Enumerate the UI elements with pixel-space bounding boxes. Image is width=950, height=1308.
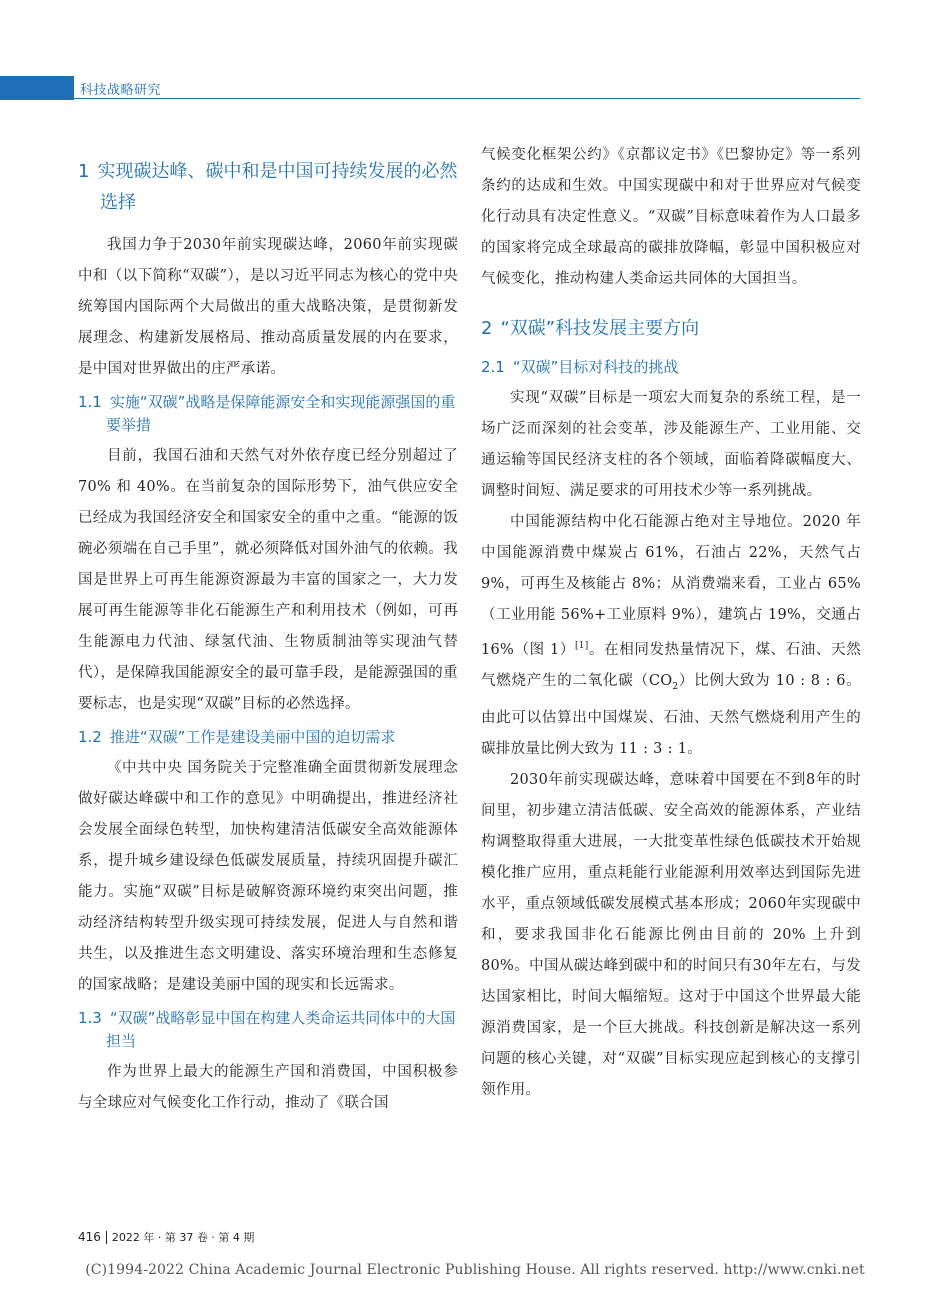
copyright-notice: (C)1994-2022 China Academic Journal Electronic Publishing House. All rights reserved. http://www.cnki.net — [85, 1262, 865, 1278]
section-number: 1.2 — [78, 728, 102, 746]
paragraph: 我国力争于2030年前实现碳达峰，2060年前实现碳中和（以下简称“双碳”），是以习近平同志为核心的党中央统筹国内国际两个大局做出的重大战略决策，是贯彻新发展理念、构建新发展格局、推动高质量发展的内在要求，是中国对世界做出的庄严承诺。 — [78, 237, 458, 377]
section-number: 1 — [78, 161, 90, 182]
issue-info: 2022 年 · 第 37 卷 · 第 4 期 — [111, 1231, 255, 1244]
section-2-1-heading — [481, 356, 861, 379]
section-1-1-heading — [78, 391, 458, 437]
subscript: 2 — [672, 681, 679, 692]
text-run: 中国能源结构中化石能源占绝对主导地位。2020 年中国能源消费中煤炭占 61%，石油占 22%，天然气占 9%，可再生及核能占 8%；从消费端来看，工业占 65%（工业用能 56%+工业原料 9%），建筑占 19%，交通占 16%（图 1） — [481, 514, 861, 658]
section-1-3-heading — [78, 1007, 458, 1053]
section-2-heading — [481, 313, 861, 344]
paragraph-continued: 气候变化框架公约》《京都议定书》《巴黎协定》等一系列条约的达成和生效。中国实现碳中和对于世界应对气候变化行动具有决定性意义。“双碳”目标意味着作为人口最多的国家将完成全球最高的碳排放降幅，彰显中国积极应对气候变化，推动构建人类命运共同体的大国担当。 — [481, 147, 861, 287]
paragraph: 2030年前实现碳达峰，意味着中国要在不到8年的时间里，初步建立清洁低碳、安全高效的能源体系，产业结构调整取得重大进展，一大批变革性绿色低碳技术开始规模化推广应用，重点耗能行业能源利用效率达到国际先进水平，重点领域低碳发展模式基本形成；2060年实现碳中和，要求我国非化石能源比例由目前的 20% 上升到 80%。中国从碳达峰到碳中和的时间只有30年左右，与发达国家相比，时间大幅缩短。这对于中国这个世界最大能源消费国家，是一个巨大挑战。科技创新是解决这一系列问题的核心关键，对“双碳”目标实现应起到核心的支撑引领作用。 — [481, 771, 861, 1098]
text-run: ）比例大致为 10 : 8 : 6。由此可以估算出中国煤炭、石油、天然气燃烧利用产生的碳排放量比例大致为 11 : 3 : 1。 — [481, 672, 861, 757]
section-number: 1.3 — [78, 1009, 102, 1027]
section-title: “双碳”目标对科技的挑战 — [512, 358, 679, 376]
section-1-heading — [78, 156, 458, 218]
header-accent-block — [0, 76, 74, 100]
paragraph-energy-structure — [481, 507, 861, 765]
section-title: 实施“双碳”战略是保障能源安全和实现能源强国的重要举措 — [106, 393, 456, 434]
page-footer — [78, 1229, 254, 1245]
section-number: 2 — [481, 318, 493, 339]
citation-link[interactable]: [1] — [574, 641, 589, 651]
paragraph: 作为世界上最大的能源生产国和消费国，中国积极参与全球应对气候变化工作行动，推动了《联合国 — [78, 1064, 458, 1111]
section-1-2-heading — [78, 726, 458, 749]
paragraph: 《中共中央 国务院关于完整准确全面贯彻新发展理念做好碳达峰碳中和工作的意见》中明确提出，推进经济社会发展全面绿色转型，加快构建清洁低碳安全高效能源体系，提升城乡建设绿色低碳发展质量，持续巩固提升碳汇能力。实施“双碳”目标是破解资源环境约束突出问题，推动经济结构转型升级实现可持续发展，促进人与自然和谐共生，以及推进生态文明建设、落实环境治理和生态修复的国家战略；是建设美丽中国的现实和长远需求。 — [78, 760, 458, 993]
section-number: 1.1 — [78, 393, 102, 411]
header-divider — [74, 98, 860, 99]
paragraph: 目前，我国石油和天然气对外依存度已经分别超过了 70% 和 40%。在当前复杂的国际形势下，油气供应安全已经成为我国经济安全和国家安全的重中之重。“能源的饭碗必须端在自己手里”，就必须降低对国外油气的依赖。我国是世界上可再生能源资源最为丰富的国家之一，大力发展可再生能源等非化石能源生产和利用技术（例如，可再生能源电力代油、绿氢代油、生物质制油等实现油气替代），是保障我国能源安全的最可靠手段，是能源强国的重要标志，也是实现“双碳”目标的必然选择。 — [78, 448, 458, 712]
page-number: 416 — [78, 1231, 107, 1244]
section-title: “双碳”科技发展主要方向 — [500, 318, 700, 339]
section-number: 2.1 — [481, 358, 505, 376]
right-column — [481, 140, 861, 1106]
section-title: “双碳”战略彰显中国在构建人类命运共同体中的大国担当 — [106, 1009, 456, 1050]
text-run: 。在相同发热量情况下，煤、石油、天然气燃烧产生的二氧化碳（CO — [481, 641, 861, 689]
section-title: 推进“双碳”工作是建设美丽中国的迫切需求 — [109, 728, 396, 746]
section-title: 实现碳达峰、碳中和是中国可持续发展的必然选择 — [97, 161, 458, 213]
left-column — [78, 140, 458, 1119]
running-header-title: 科技战略研究 — [80, 83, 162, 98]
paragraph: 实现“双碳”目标是一项宏大而复杂的系统工程，是一场广泛而深刻的社会变革，涉及能源生产、工业用能、交通运输等国民经济支柱的各个领域，面临着降碳幅度大、调整时间短、满足要求的可用技术少等一系列挑战。 — [481, 390, 861, 499]
